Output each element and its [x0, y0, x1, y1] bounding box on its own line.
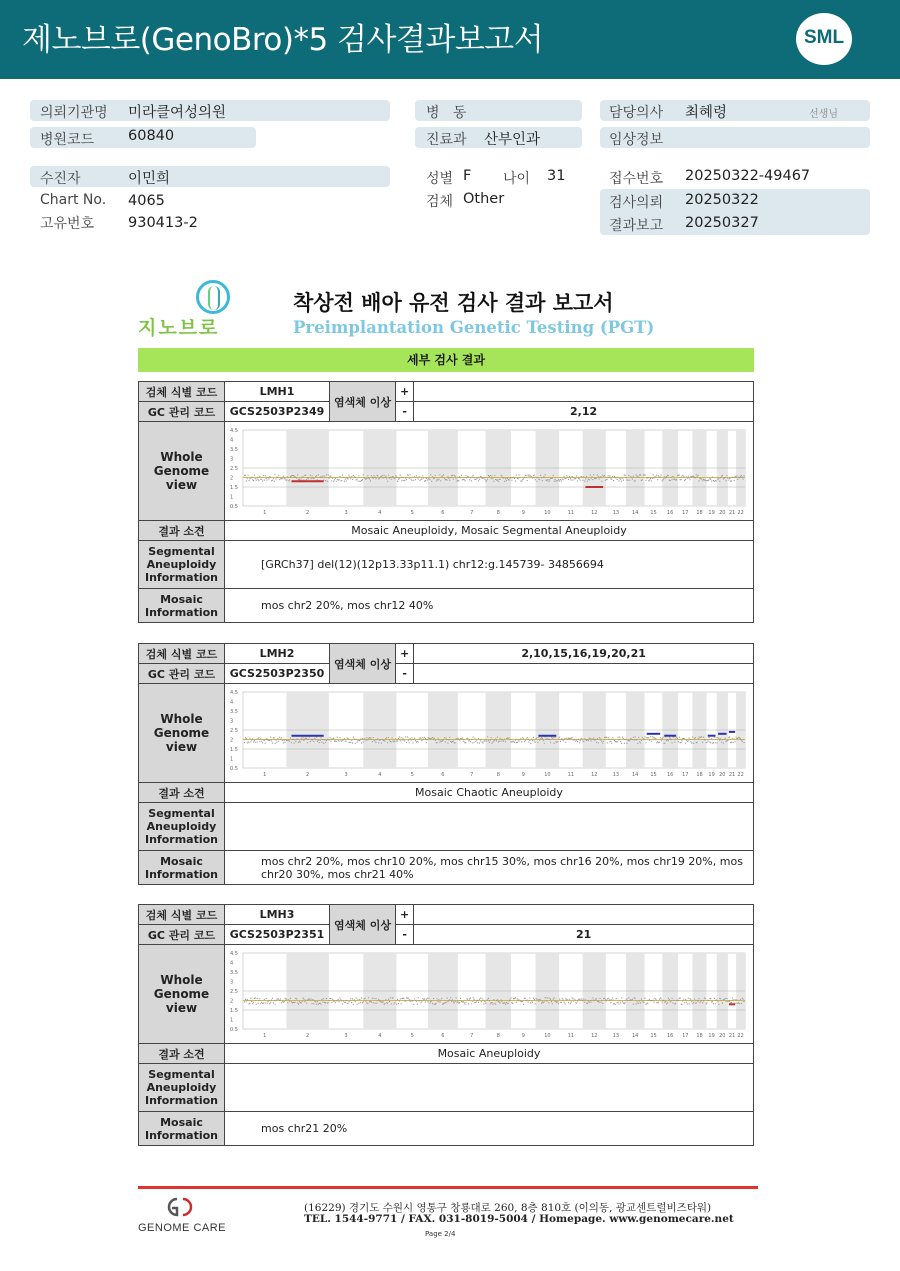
x-tick-label: 3	[344, 772, 348, 778]
x-tick-label: 7	[470, 1033, 474, 1039]
x-tick-label: 15	[650, 510, 657, 516]
x-tick-label: 13	[612, 772, 620, 778]
section-heading: 세부 검사 결과	[138, 348, 754, 372]
x-tick-label: 14	[632, 1033, 639, 1039]
x-tick-label: 6	[441, 1033, 445, 1039]
x-tick-label: 13	[612, 1033, 620, 1039]
x-tick-label: 9	[521, 772, 525, 778]
y-tick-label: 1	[230, 1017, 234, 1024]
x-tick-label: 10	[544, 772, 551, 778]
x-tick-label: 6	[441, 772, 445, 778]
sex-value: F	[463, 168, 472, 184]
y-tick-label: 2.5	[230, 728, 238, 734]
x-tick-label: 2	[306, 1033, 310, 1039]
genome-care-text: GENOME CARE	[138, 1222, 227, 1234]
mosaic-label: Mosaic Information	[139, 851, 225, 885]
x-tick-label: 6	[441, 510, 445, 516]
age-value: 31	[547, 168, 566, 184]
y-tick-label: 1	[230, 494, 234, 501]
y-tick-label: 3.5	[230, 447, 238, 453]
dna-icon	[208, 286, 220, 310]
x-tick-label: 20	[719, 772, 726, 778]
sex-label: 성별	[426, 171, 454, 187]
x-tick-label: 14	[632, 772, 639, 778]
genome-care-logo	[138, 1196, 228, 1238]
x-tick-label: 22	[737, 1033, 744, 1039]
sample-code-label: 검체 식별 코드	[139, 382, 225, 402]
y-tick-label: 2	[230, 998, 234, 1005]
x-tick-label: 8	[496, 772, 500, 778]
mosaic-value: mos chr2 20%, mos chr12 40%	[225, 589, 754, 623]
finding-value: Mosaic Aneuploidy	[225, 1044, 754, 1064]
y-tick-label: 1.5	[230, 747, 238, 753]
y-tick-label: 4	[230, 699, 234, 706]
specimen-label: 검체	[426, 194, 454, 210]
x-tick-label: 11	[567, 772, 575, 778]
finding-label: 결과 소견	[139, 783, 225, 803]
patient-value: 이민희	[128, 171, 171, 187]
y-tick-label: 3.5	[230, 709, 238, 715]
whole-genome-chart	[227, 424, 751, 518]
hospital-code-label: 병원코드	[40, 132, 95, 148]
mosaic-label: Mosaic Information	[139, 1112, 225, 1146]
institution-label: 의뢰기관명	[40, 105, 108, 121]
segmental-value	[225, 1064, 754, 1112]
x-tick-label: 17	[682, 1033, 689, 1039]
clinical-label: 임상정보	[609, 132, 664, 148]
plus-sign: +	[396, 644, 414, 664]
x-tick-label: 19	[708, 510, 715, 516]
x-tick-label: 11	[567, 1033, 575, 1039]
minus-chromosomes: 2,12	[414, 402, 754, 422]
segmental-value: [GRCh37] del(12)(12p13.33p11.1) chr12:g.145739- 34856694	[225, 541, 754, 589]
x-tick-label: 11	[567, 510, 575, 516]
mosaic-value: mos chr21 20%	[225, 1112, 754, 1146]
finding-value: Mosaic Aneuploidy, Mosaic Segmental Aneuploidy	[225, 521, 754, 541]
genobro-logo	[138, 280, 258, 340]
y-tick-label: 1	[230, 756, 234, 763]
page-number: Page 2/4	[425, 1230, 456, 1238]
age-label: 나이	[503, 171, 531, 187]
x-tick-label: 3	[344, 1033, 348, 1039]
segmental-label: Segmental Aneuploidy Information	[139, 803, 225, 851]
abnormal-label: 염색체 이상	[330, 644, 396, 684]
y-tick-label: 0.5	[230, 766, 238, 772]
receipt-label: 접수번호	[609, 171, 664, 187]
chart-label: Chart No.	[40, 192, 107, 208]
whole-genome-label: Whole Genome view	[139, 422, 225, 521]
y-tick-label: 4	[230, 437, 234, 444]
y-tick-label: 0.5	[230, 1027, 238, 1033]
request-label: 검사의뢰	[609, 195, 664, 211]
page-title: 제노브로(GenoBro)*5 검사결과보고서	[22, 22, 544, 58]
x-tick-label: 13	[612, 510, 620, 516]
sample-table	[138, 381, 754, 623]
x-tick-label: 22	[737, 772, 744, 778]
y-tick-label: 3	[230, 718, 234, 725]
plus-sign: +	[396, 905, 414, 925]
minus-chromosomes: 21	[414, 925, 754, 945]
segmental-value	[225, 803, 754, 851]
x-tick-label: 9	[521, 510, 525, 516]
minus-chromosomes	[414, 664, 754, 684]
x-tick-label: 5	[410, 1033, 414, 1039]
genome-care-icon	[163, 1196, 199, 1218]
x-tick-label: 4	[378, 1033, 382, 1039]
x-tick-label: 9	[521, 1033, 525, 1039]
x-tick-label: 4	[378, 772, 382, 778]
chart-value: 4065	[128, 193, 165, 209]
abnormal-label: 염색체 이상	[330, 905, 396, 945]
receipt-value: 20250322-49467	[685, 168, 811, 184]
y-tick-label: 2.5	[230, 989, 238, 995]
genobro-logo-text: 지노브로	[138, 317, 220, 339]
gc-code: GCS2503P2349	[225, 402, 330, 422]
whole-genome-chart	[227, 686, 751, 780]
x-tick-label: 16	[667, 772, 674, 778]
footer-contact: TEL. 1544-9771 / FAX. 031-8019-5004 / Homepage. www.genomecare.net	[304, 1213, 734, 1225]
y-tick-label: 1.5	[230, 485, 238, 491]
y-tick-label: 2	[230, 737, 234, 744]
sample-code-label: 검체 식별 코드	[139, 905, 225, 925]
hospital-code-value: 60840	[128, 128, 175, 144]
x-tick-label: 17	[682, 510, 689, 516]
plus-sign: +	[396, 382, 414, 402]
y-tick-label: 4.5	[230, 951, 238, 957]
finding-value: Mosaic Chaotic Aneuploidy	[225, 783, 754, 803]
minus-sign: -	[396, 925, 414, 945]
plus-chromosomes: 2,10,15,16,19,20,21	[414, 644, 754, 664]
sample-table	[138, 904, 754, 1146]
finding-label: 결과 소견	[139, 1044, 225, 1064]
header-bar	[0, 0, 900, 79]
segmental-label: Segmental Aneuploidy Information	[139, 1064, 225, 1112]
x-tick-label: 22	[737, 510, 744, 516]
y-tick-label: 4.5	[230, 690, 238, 696]
report-value: 20250327	[685, 215, 759, 231]
y-tick-label: 0.5	[230, 504, 238, 510]
x-tick-label: 7	[470, 510, 474, 516]
sample-id: LMH2	[225, 644, 330, 664]
gc-code: GCS2503P2350	[225, 664, 330, 684]
x-tick-label: 18	[696, 772, 703, 778]
footer-divider	[138, 1186, 758, 1189]
doctor-label: 담당의사	[609, 105, 664, 121]
x-tick-label: 8	[496, 510, 500, 516]
sml-logo-text: SML	[803, 27, 845, 48]
report-subtitle: Preimplantation Genetic Testing (PGT)	[293, 318, 655, 337]
plus-chromosomes	[414, 382, 754, 402]
request-value: 20250322	[685, 192, 759, 208]
y-tick-label: 4	[230, 960, 234, 967]
x-tick-label: 7	[470, 772, 474, 778]
ward-label: 병 동	[426, 105, 467, 121]
gc-code-label: GC 관리 코드	[139, 402, 225, 422]
institution-value: 미라클여성의원	[128, 105, 227, 121]
x-tick-label: 17	[682, 772, 689, 778]
x-tick-label: 5	[410, 772, 414, 778]
x-tick-label: 2	[306, 772, 310, 778]
gc-code-label: GC 관리 코드	[139, 925, 225, 945]
x-tick-label: 5	[410, 510, 414, 516]
info-pill	[30, 166, 390, 187]
x-tick-label: 18	[696, 1033, 703, 1039]
x-tick-label: 1	[263, 772, 267, 778]
x-tick-label: 12	[591, 510, 598, 516]
doctor-suffix: 선생님	[809, 109, 838, 120]
sample-id: LMH1	[225, 382, 330, 402]
y-tick-label: 2.5	[230, 466, 238, 472]
x-tick-label: 3	[344, 510, 348, 516]
x-tick-label: 20	[719, 510, 726, 516]
dept-label: 진료과	[426, 132, 467, 148]
y-tick-label: 1.5	[230, 1008, 238, 1014]
unique-label: 고유번호	[40, 216, 95, 232]
x-tick-label: 8	[496, 1033, 500, 1039]
x-tick-label: 1	[263, 1033, 267, 1039]
y-tick-label: 2	[230, 475, 234, 482]
dept-value: 산부인과	[484, 132, 541, 148]
x-tick-label: 12	[591, 1033, 598, 1039]
whole-genome-label: Whole Genome view	[139, 684, 225, 783]
plus-chromosomes	[414, 905, 754, 925]
mosaic-label: Mosaic Information	[139, 589, 225, 623]
patient-label: 수진자	[40, 171, 81, 187]
gc-code: GCS2503P2351	[225, 925, 330, 945]
report-label: 결과보고	[609, 218, 664, 234]
x-tick-label: 18	[696, 510, 703, 516]
x-tick-label: 15	[650, 1033, 657, 1039]
x-tick-label: 2	[306, 510, 310, 516]
x-tick-label: 12	[591, 772, 598, 778]
x-tick-label: 4	[378, 510, 382, 516]
x-tick-label: 16	[667, 510, 674, 516]
x-tick-label: 19	[708, 1033, 715, 1039]
x-tick-label: 21	[728, 1033, 736, 1039]
x-tick-label: 10	[544, 510, 551, 516]
y-tick-label: 3.5	[230, 970, 238, 976]
x-tick-label: 14	[632, 510, 639, 516]
whole-genome-chart	[227, 947, 751, 1041]
y-tick-label: 3	[230, 456, 234, 463]
x-tick-label: 16	[667, 1033, 674, 1039]
x-tick-label: 15	[650, 772, 657, 778]
sample-table	[138, 643, 754, 885]
x-tick-label: 19	[708, 772, 715, 778]
doctor-value: 최혜령	[685, 105, 728, 121]
x-tick-label: 10	[544, 1033, 551, 1039]
whole-genome-label: Whole Genome view	[139, 945, 225, 1044]
report-title: 착상전 배아 유전 검사 결과 보고서	[293, 291, 614, 315]
gc-code-label: GC 관리 코드	[139, 664, 225, 684]
x-tick-label: 20	[719, 1033, 726, 1039]
mosaic-value: mos chr2 20%, mos chr10 20%, mos chr15 30%, mos chr16 20%, mos chr19 20%, mos chr20 30%, mos chr21 40%	[225, 851, 754, 885]
unique-value: 930413-2	[128, 215, 198, 231]
sml-logo	[796, 13, 852, 65]
x-tick-label: 21	[728, 510, 736, 516]
abnormal-label: 염색체 이상	[330, 382, 396, 422]
x-tick-label: 21	[728, 772, 736, 778]
footer-address: (16229) 경기도 수원시 영통구 창룡대로 260, 8층 810호 (이의동, 광교센트럴비즈타워)	[304, 1202, 712, 1214]
minus-sign: -	[396, 402, 414, 422]
segmental-label: Segmental Aneuploidy Information	[139, 541, 225, 589]
sample-id: LMH3	[225, 905, 330, 925]
x-tick-label: 1	[263, 510, 267, 516]
y-tick-label: 3	[230, 979, 234, 986]
sample-code-label: 검체 식별 코드	[139, 644, 225, 664]
specimen-value: Other	[463, 191, 505, 207]
minus-sign: -	[396, 664, 414, 684]
finding-label: 결과 소견	[139, 521, 225, 541]
y-tick-label: 4.5	[230, 428, 238, 434]
